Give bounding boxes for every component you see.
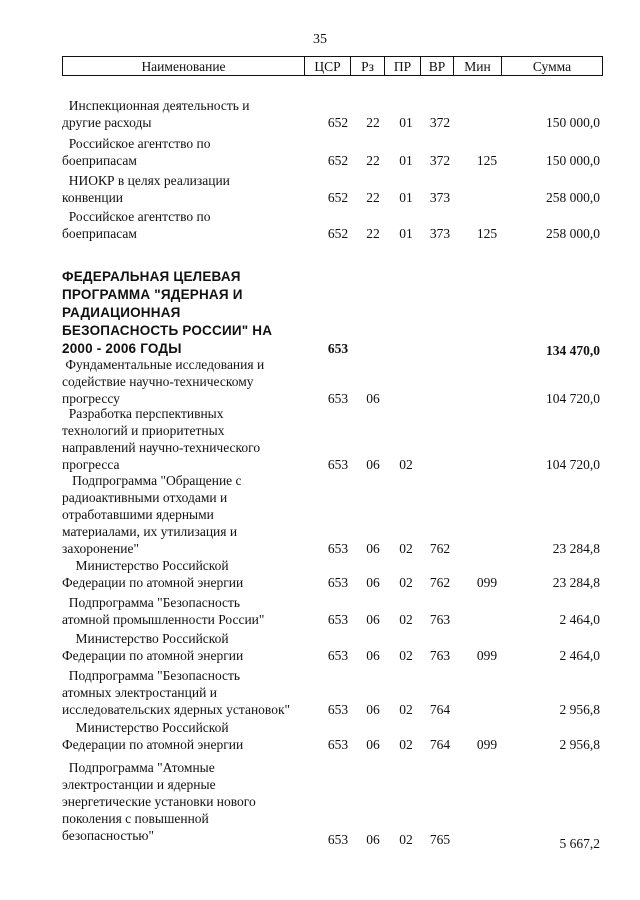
- row-min: 125: [476, 226, 498, 241]
- header-pr: ПР: [384, 57, 420, 75]
- row-sum: 2 464,0: [559, 612, 600, 627]
- row-rz: 06: [366, 575, 380, 590]
- row-rz: 06: [366, 612, 380, 627]
- row-sum: 2 956,8: [559, 702, 600, 717]
- row-name: Подпрограмма "Безопасность атомных электростанций и исследовательских ядерных установок": [62, 668, 291, 717]
- row-vr: 762: [429, 541, 451, 556]
- row-csr: 653: [327, 575, 349, 590]
- row-vr: 763: [429, 612, 451, 627]
- row-sum: 5 667,2: [559, 836, 600, 851]
- row-vr: 764: [429, 702, 451, 717]
- header-csr: ЦСР: [304, 57, 350, 75]
- row-pr: 01: [399, 153, 413, 168]
- row-sum: 150 000,0: [546, 115, 600, 130]
- row-sum: 23 284,8: [552, 575, 600, 590]
- table-header: [62, 56, 603, 76]
- row-name: Разработка перспективных технологий и приоритетных направлений научно-технического прогресса: [62, 406, 261, 472]
- row-min: 125: [476, 153, 498, 168]
- header-rz: Рз: [350, 57, 384, 75]
- row-pr: 02: [399, 702, 413, 717]
- row-csr: 652: [327, 226, 349, 241]
- row-rz: 22: [366, 226, 380, 241]
- row-pr: 02: [399, 737, 413, 752]
- header-vr: ВР: [420, 57, 453, 75]
- row-csr: 653: [327, 832, 349, 847]
- row-vr: 765: [429, 832, 451, 847]
- row-pr: 02: [399, 648, 413, 663]
- row-vr: 762: [429, 575, 451, 590]
- row-name: Подпрограмма "Обращение с радиоактивными отходами и отработавшими ядерными материалами, их утилизация и захоронение": [62, 473, 242, 556]
- row-csr: 653: [327, 737, 349, 752]
- row-sum: 134 470,0: [546, 343, 600, 358]
- row-name: ФЕДЕРАЛЬНАЯ ЦЕЛЕВАЯ ПРОГРАММА "ЯДЕРНАЯ И РАДИАЦИОННАЯ БЕЗОПАСНОСТЬ РОССИИ" НА 2000 - 2006 ГОДЫ: [62, 269, 273, 356]
- row-csr: 653: [327, 391, 349, 406]
- row-sum: 150 000,0: [546, 153, 600, 168]
- row-sum: 2 956,8: [559, 737, 600, 752]
- row-vr: 763: [429, 648, 451, 663]
- row-rz: 06: [366, 457, 380, 472]
- row-pr: 01: [399, 226, 413, 241]
- row-rz: 06: [366, 737, 380, 752]
- row-vr: 373: [429, 190, 451, 205]
- row-rz: 22: [366, 190, 380, 205]
- row-name: НИОКР в целях реализации конвенции: [62, 173, 230, 205]
- row-sum: 104 720,0: [546, 457, 600, 472]
- header-sum: Сумма: [501, 57, 602, 75]
- row-pr: 02: [399, 575, 413, 590]
- row-min: 099: [476, 648, 498, 663]
- row-name: Инспекционная деятельность и другие расходы: [62, 98, 250, 130]
- row-rz: 06: [366, 832, 380, 847]
- header-min: Мин: [453, 57, 501, 75]
- row-csr: 652: [327, 115, 349, 130]
- row-sum: 2 464,0: [559, 648, 600, 663]
- row-name: Министерство Российской Федерации по атомной энергии: [62, 558, 244, 590]
- page-number: 35: [313, 32, 327, 47]
- header-name: Наименование: [141, 59, 226, 74]
- row-name: Российское агентство по боеприпасам: [62, 209, 211, 241]
- row-csr: 652: [327, 190, 349, 205]
- row-pr: 01: [399, 190, 413, 205]
- row-name: Фундаментальные исследования и содействие научно-техническому прогрессу: [62, 357, 265, 406]
- row-name: Министерство Российской Федерации по атомной энергии: [62, 720, 244, 752]
- row-vr: 372: [429, 115, 451, 130]
- row-min: 099: [476, 575, 498, 590]
- row-vr: 373: [429, 226, 451, 241]
- row-csr: 653: [327, 612, 349, 627]
- row-name: Подпрограмма "Атомные электростанции и ядерные энергетические установки нового поколения с повышенной безопасностью": [62, 760, 256, 843]
- row-pr: 02: [399, 612, 413, 627]
- row-name: Российское агентство по боеприпасам: [62, 136, 211, 168]
- row-vr: 764: [429, 737, 451, 752]
- row-csr: 652: [327, 153, 349, 168]
- row-min: 099: [476, 737, 498, 752]
- row-name: Министерство Российской Федерации по атомной энергии: [62, 631, 244, 663]
- row-rz: 22: [366, 153, 380, 168]
- row-sum: 258 000,0: [546, 190, 600, 205]
- row-csr: 653: [327, 702, 349, 717]
- row-name: Подпрограмма "Безопасность атомной промышленности России": [62, 595, 265, 627]
- row-csr: 653: [327, 541, 349, 556]
- row-pr: 02: [399, 457, 413, 472]
- row-vr: 372: [429, 153, 451, 168]
- row-pr: 01: [399, 115, 413, 130]
- row-rz: 06: [366, 702, 380, 717]
- row-csr: 653: [327, 457, 349, 472]
- row-sum: 23 284,8: [552, 541, 600, 556]
- row-rz: 06: [366, 648, 380, 663]
- row-pr: 02: [399, 832, 413, 847]
- row-rz: 06: [366, 391, 380, 406]
- row-rz: 22: [366, 115, 380, 130]
- row-csr: 653: [327, 648, 349, 663]
- row-pr: 02: [399, 541, 413, 556]
- row-sum: 258 000,0: [546, 226, 600, 241]
- row-sum: 104 720,0: [546, 391, 600, 406]
- row-csr: 653: [327, 341, 349, 356]
- row-rz: 06: [366, 541, 380, 556]
